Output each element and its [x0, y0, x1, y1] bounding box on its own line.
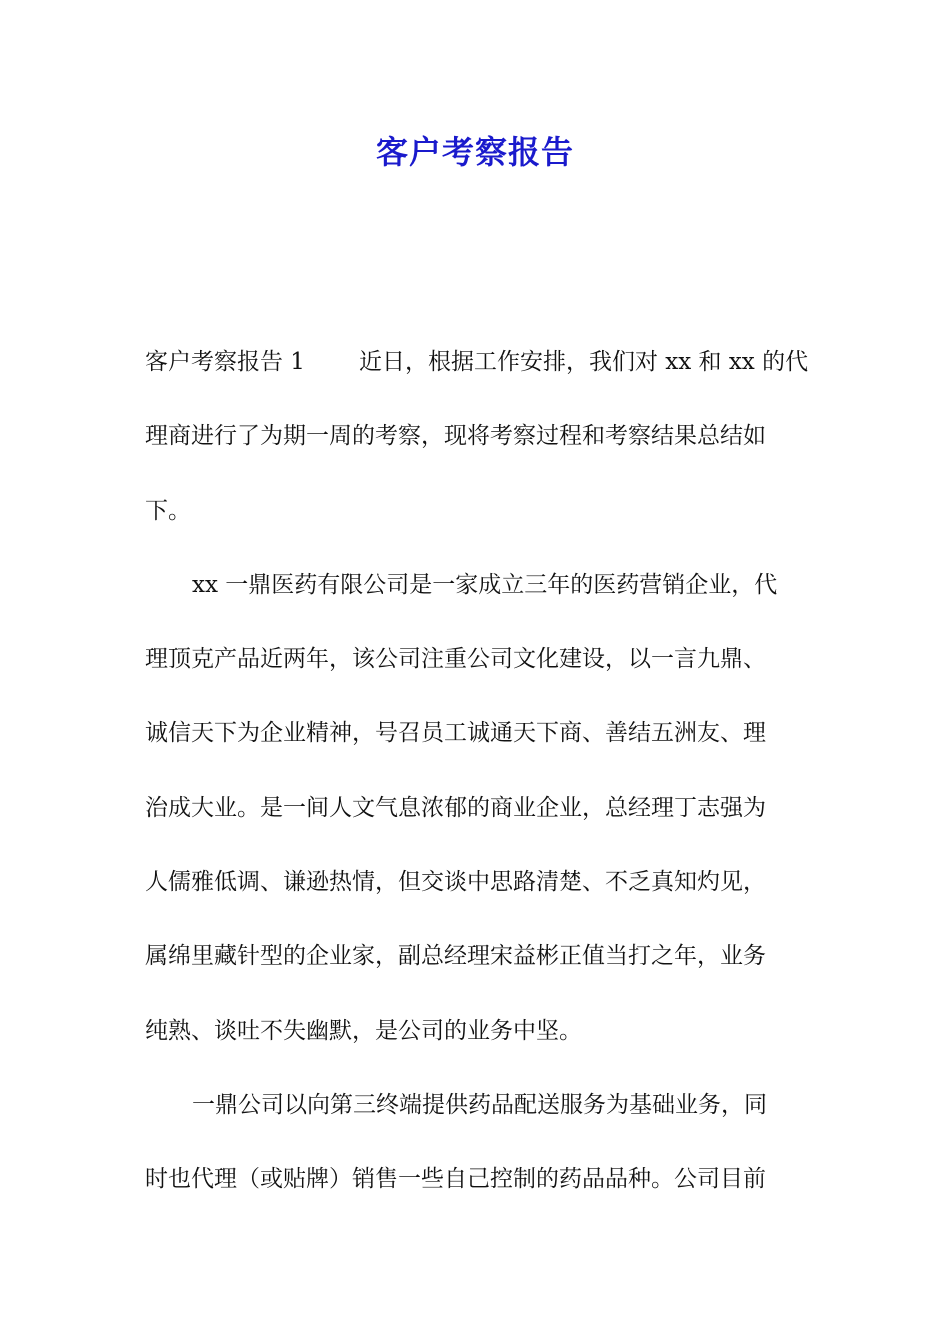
- paragraph-line: 一鼎公司以向第三终端提供药品配送服务为基础业务，同: [192, 1091, 767, 1118]
- section-heading: 客户考察报告 1: [145, 349, 305, 375]
- document-title: 客户考察报告: [375, 133, 574, 171]
- paragraph-line: 治成大业。是一间人文气息浓郁的商业企业，总经理丁志强为: [145, 794, 766, 821]
- paragraph-line: xx 一鼎医药有限公司是一家成立三年的医药营销企业，代: [192, 571, 778, 598]
- paragraph-line: 诚信天下为企业精神，号召员工诚通天下商、善结五洲友、理: [145, 720, 766, 747]
- paragraph-line: 理顶克产品近两年，该公司注重公司文化建设，以一言九鼎、: [145, 646, 766, 673]
- line-text: 近日，根据工作安排，我们对 xx 和 xx 的代: [358, 349, 809, 375]
- paragraph-line: 理商进行了为期一周的考察，现将考察过程和考察结果总结如: [145, 423, 766, 450]
- paragraph-line: 属绵里藏针型的企业家，副总经理宋益彬正值当打之年，业务: [145, 943, 766, 970]
- paragraph-line: 下。: [145, 497, 191, 524]
- document-body: [145, 338, 810, 1230]
- paragraph-line: 时也代理（或贴牌）销售一些自己控制的药品品种。公司目前: [145, 1166, 766, 1193]
- paragraph-line: [145, 338, 810, 412]
- paragraph-line: 纯熟、谈吐不失幽默，是公司的业务中坚。: [145, 1017, 582, 1044]
- paragraph-line: 人儒雅低调、谦逊热情，但交谈中思路清楚、不乏真知灼见，: [145, 869, 766, 896]
